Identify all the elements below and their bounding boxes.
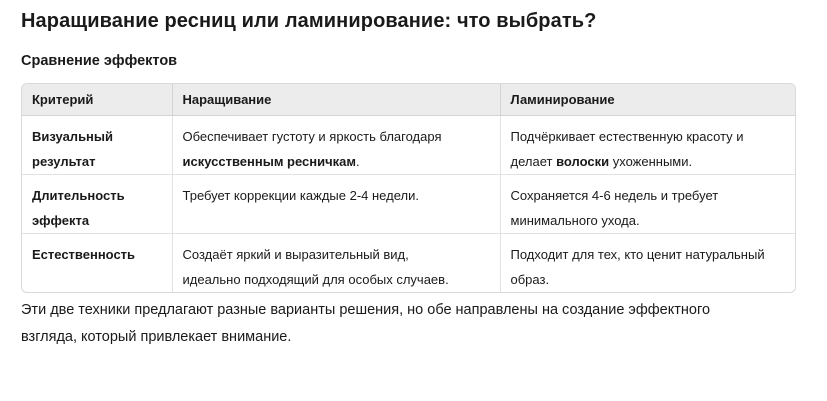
cell-line: [183, 149, 490, 174]
cell-line: Подчёркивает естественную красоту и: [510, 129, 744, 144]
page-title: Наращивание ресниц или ламинирование: что выбрать?: [21, 10, 597, 32]
cell-line: Визуальный: [32, 129, 114, 144]
criterion-cell: [22, 116, 172, 175]
summary-paragraph: [21, 297, 797, 351]
comparison-table: [22, 84, 795, 292]
table-row: [22, 175, 795, 234]
header-extension: Наращивание: [172, 84, 500, 116]
criterion-cell: [22, 175, 172, 234]
header-lamination: Ламинирование: [500, 84, 795, 116]
table-row: [22, 234, 795, 293]
section-heading: Сравнение эффектов: [21, 53, 178, 69]
criterion-cell: [22, 234, 172, 293]
cell-line: [511, 149, 786, 174]
table-row: [22, 116, 795, 175]
lamination-cell: [500, 175, 795, 234]
cell-line: эффекта: [32, 213, 90, 228]
cell-line: Подходит для тех, кто ценит натуральный: [510, 247, 765, 262]
lamination-cell: [500, 234, 795, 293]
extension-cell: [172, 116, 500, 175]
table-header-row: [22, 84, 795, 116]
cell-line: минимального ухода.: [510, 213, 640, 228]
lamination-cell: [500, 116, 795, 175]
text-fragment: делает: [510, 154, 557, 169]
extension-cell: [172, 175, 500, 234]
cell-line: Сохраняется 4-6 недель и требует: [510, 188, 719, 203]
extension-cell: [172, 234, 500, 293]
bold-text: искусственным ресничкам: [182, 154, 357, 169]
cell-line: Создаёт яркий и выразительный вид,: [182, 247, 409, 262]
comparison-table-container: [21, 83, 796, 293]
header-criterion: Критерий: [22, 84, 172, 116]
cell-line: Обеспечивает густоту и яркость благодаря: [182, 129, 442, 144]
cell-line: идеально подходящий для особых случаев.: [182, 272, 449, 287]
paragraph-line: Эти две техники предлагают разные варианты решения, но обе направлены на создание эффектного: [21, 302, 711, 318]
text-fragment: ухоженными.: [609, 154, 693, 169]
cell-line: образ.: [510, 272, 550, 287]
cell-line: Естественность: [32, 247, 136, 262]
bold-text: волоски: [556, 154, 610, 169]
cell-line: Требует коррекции каждые 2-4 недели.: [182, 188, 419, 203]
cell-line: Длительность: [32, 188, 125, 203]
paragraph-line: взгляда, который привлекает внимание.: [21, 329, 292, 345]
text-fragment: .: [356, 154, 360, 169]
cell-line: результат: [32, 154, 96, 169]
